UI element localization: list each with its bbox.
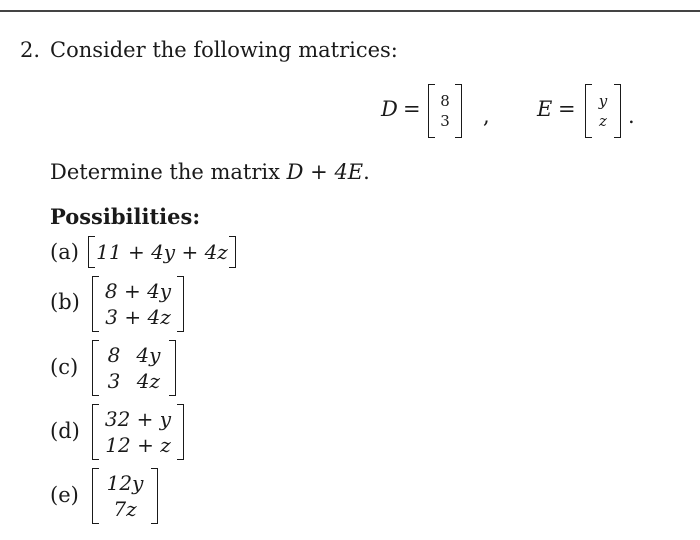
instruction-suffix: . bbox=[363, 160, 370, 184]
possibilities-heading: Possibilities: bbox=[50, 204, 201, 229]
option-c-entry: 4y bbox=[136, 343, 161, 367]
matrix-e bbox=[585, 84, 621, 138]
option-d-label: (d) bbox=[50, 419, 80, 443]
option-d-matrix bbox=[92, 404, 184, 460]
option-c-entry: 8 bbox=[107, 343, 121, 367]
option-b-label: (b) bbox=[50, 290, 80, 314]
option-a-matrix bbox=[88, 236, 236, 268]
matrix-d-comma: , bbox=[483, 104, 490, 128]
option-e-entry: 12y bbox=[106, 471, 144, 495]
matrix-d bbox=[428, 84, 462, 138]
option-b-matrix bbox=[92, 276, 184, 332]
option-d-entry: 32 + y bbox=[104, 407, 172, 431]
instruction-expression: D + 4E bbox=[286, 160, 364, 184]
top-rule bbox=[0, 10, 700, 12]
question-prompt: Consider the following matrices: bbox=[50, 38, 398, 62]
matrix-e-entry: z bbox=[599, 112, 607, 130]
instruction-prefix: Determine the matrix bbox=[50, 160, 280, 184]
option-d-entry: 12 + z bbox=[105, 433, 171, 457]
option-c-matrix bbox=[92, 340, 176, 396]
question-number: 2. bbox=[20, 38, 41, 62]
matrix-e-period: . bbox=[628, 104, 635, 128]
matrix-e-entry: y bbox=[598, 92, 608, 110]
matrix-e-label: E bbox=[537, 97, 553, 121]
matrix-d-label: D bbox=[381, 97, 398, 121]
option-e-matrix bbox=[92, 468, 158, 524]
option-b-entry: 8 + 4y bbox=[104, 279, 172, 303]
option-b-entry: 3 + 4z bbox=[105, 305, 171, 329]
matrix-d-entry: 8 bbox=[440, 92, 450, 110]
option-a-label: (a) bbox=[50, 240, 79, 264]
matrix-d-entry: 3 bbox=[440, 112, 450, 130]
matrix-e-equals: = bbox=[558, 97, 576, 121]
option-c-label: (c) bbox=[50, 355, 79, 379]
option-c-entry: 4z bbox=[136, 369, 160, 393]
instruction bbox=[50, 160, 370, 184]
matrix-d-equals: = bbox=[403, 97, 421, 121]
option-e-label: (e) bbox=[50, 483, 79, 507]
option-a-entry: 11 + 4y + 4z bbox=[96, 240, 228, 264]
option-e-entry: 7z bbox=[113, 497, 137, 521]
option-c-entry: 3 bbox=[107, 369, 121, 393]
